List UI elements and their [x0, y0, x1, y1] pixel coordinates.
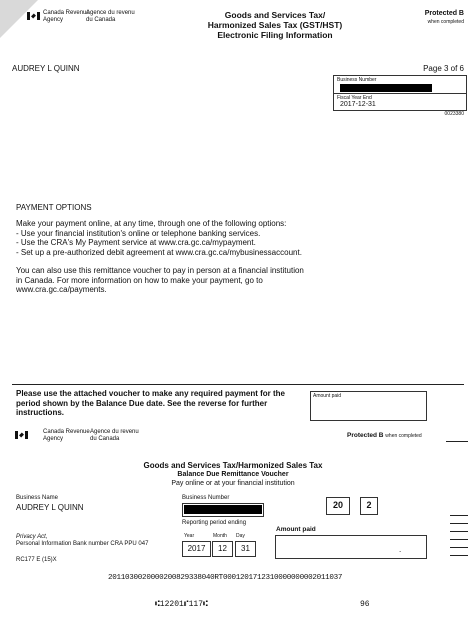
voucher-instructions-line3: instructions. [16, 408, 65, 417]
page-number: Page 3 of 6 [423, 64, 464, 73]
privacy-line-2: Personal Information Bank number CRA PPU 047 [16, 541, 149, 547]
voucher-protected-label: Protected B [347, 432, 384, 439]
voucher-instructions-line2: period shown by the Balance Due date. See the reverse for further [16, 398, 268, 408]
payment-line-3: - Use the CRA's My Payment service at www.cra.gc.ca/mypayment. [16, 238, 256, 247]
voucher-title-1: Goods and Services Tax/Harmonized Sales Tax [143, 461, 323, 470]
voucher-title-block [118, 461, 348, 488]
privacy-line-1: Privacy Act, [16, 534, 48, 540]
voucher-instructions [16, 389, 286, 418]
info-box-divider [333, 93, 466, 94]
amount-paid-label-top: Amount paid [313, 393, 342, 399]
taxpayer-name: AUDREY L QUINN [12, 64, 80, 73]
voucher-business-name: AUDREY L QUINN [16, 503, 84, 512]
voucher-business-name-label: Business Name [16, 495, 59, 501]
voucher-amount-paid-box[interactable] [275, 535, 427, 559]
period-year: 2017 [182, 541, 211, 557]
reporting-period-label: Reporting period ending [182, 520, 247, 526]
voucher-agency-en: Canada Revenue Agency [43, 429, 90, 442]
payment-line-2: - Use your financial institution's online or telephone banking services. [16, 228, 261, 238]
form-code: RC177 E (15)X [16, 557, 57, 563]
voucher-business-number-redacted [184, 505, 262, 514]
form-title-line1: Goods and Services Tax/ [224, 10, 326, 20]
payment-para2-line-3: www.cra.gc.ca/payments. [16, 285, 107, 294]
privacy-act-note [16, 534, 148, 548]
day-label: Day [236, 533, 245, 539]
voucher-title-3: Pay online or at your financial institution [171, 480, 295, 487]
notice-top-rule [12, 384, 464, 385]
payment-para2-line-1: You can also use this remittance voucher to pay in person at a financial institution [16, 266, 304, 275]
form-title [200, 10, 350, 40]
when-completed-label: when completed [427, 19, 464, 25]
voucher-amount-cents-dot: . [399, 545, 402, 554]
form-title-line2: Harmonized Sales Tax (GST/HST) [207, 20, 343, 30]
code-value-2: 2 [366, 500, 372, 510]
agency-name-fr: Agence du revenu du Canada [86, 10, 135, 23]
voucher-amount-paid-label: Amount paid [276, 526, 316, 533]
voucher-protected [347, 432, 422, 439]
year-label: Year [184, 533, 195, 539]
protected-label: Protected B [424, 10, 464, 17]
voucher-business-number-label: Business Number [182, 495, 230, 501]
period-day: 31 [235, 541, 256, 557]
micr-routing-line: ⑆12201⑈117⑆ [155, 600, 208, 609]
business-number-label: Business Number [337, 77, 377, 83]
agency-name-en: Canada Revenue Agency [43, 10, 90, 23]
business-number-redacted [340, 84, 432, 92]
fiscal-year-end-label: Fiscal Year End [337, 95, 372, 101]
form-title-line3: Electronic Filing Information [217, 30, 333, 40]
payment-para2-line-2: in Canada. For more information on how to make your payment, go to [16, 275, 263, 285]
payment-options-text [16, 219, 316, 295]
period-month: 12 [212, 541, 233, 557]
voucher-title-2: Balance Due Remittance Voucher [177, 471, 289, 478]
fiscal-year-end-value: 2017-12-31 [340, 101, 376, 108]
canada-flag-icon [27, 12, 40, 20]
reference-code: 0023380 [444, 111, 464, 117]
payment-line-1: Make your payment online, at any time, through one of the following options: [16, 219, 287, 228]
voucher-instructions-line1: Please use the attached voucher to make any required payment for the [16, 389, 285, 398]
payment-options-heading: PAYMENT OPTIONS [16, 203, 92, 212]
canada-flag-icon-voucher [15, 431, 28, 439]
voucher-agency-fr: Agence du revenu du Canada [90, 429, 139, 442]
code-value-20: 20 [332, 500, 343, 510]
payment-line-4: - Set up a pre-authorized debit agreement at www.cra.gc.ca/mybusinessaccount. [16, 247, 302, 257]
micr-code-line: 2011030020000200829338040RT0001201712310000000002011037 [108, 574, 343, 582]
micr-number: 96 [360, 600, 370, 609]
month-label: Month [213, 533, 227, 539]
voucher-when-completed: when completed [385, 433, 422, 439]
